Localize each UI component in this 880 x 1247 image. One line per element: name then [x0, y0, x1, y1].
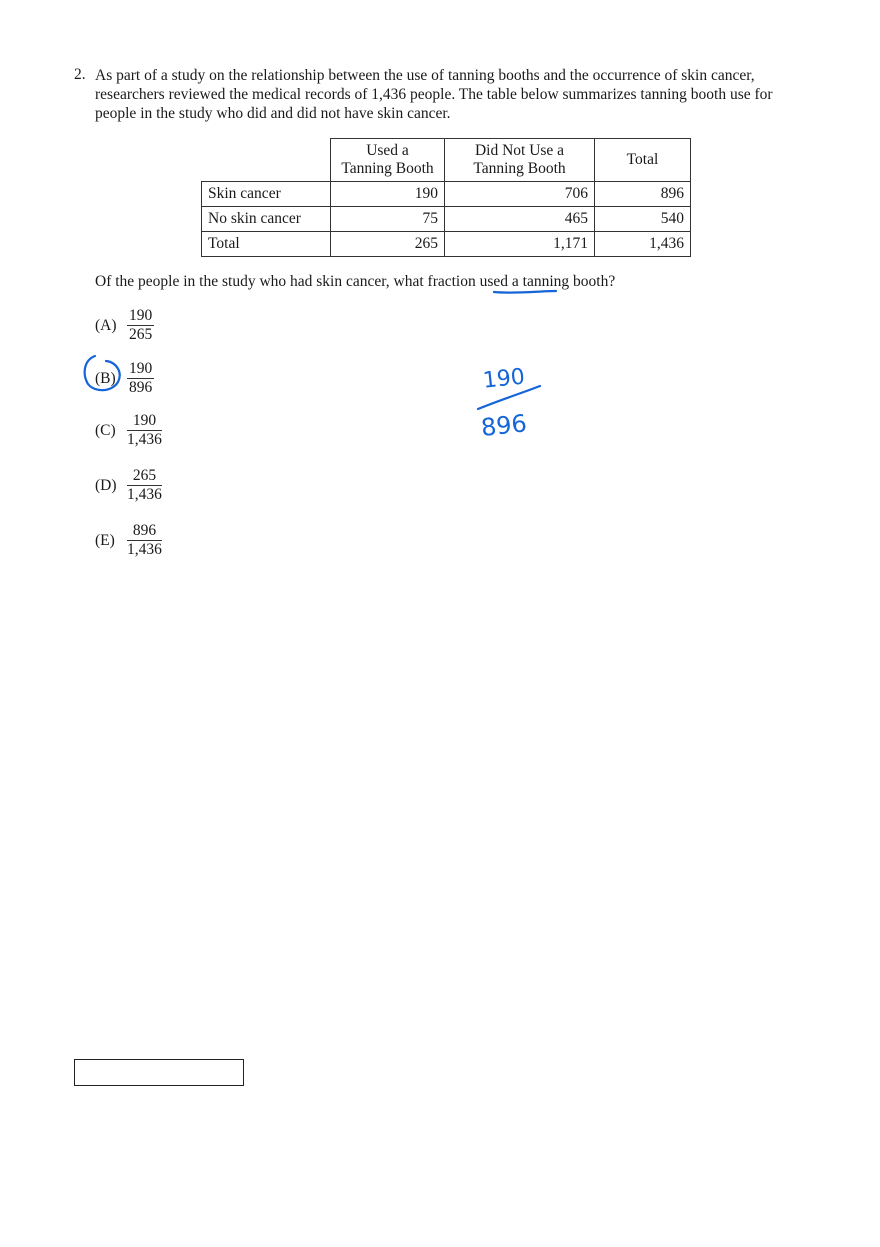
fraction-denominator: 1,436 — [127, 486, 162, 503]
table-header-row — [202, 139, 691, 182]
table-row — [202, 182, 691, 207]
fraction-numerator: 265 — [127, 467, 162, 486]
fraction-numerator: 190 — [129, 360, 153, 377]
question-prompt: Of the people in the study who had skin cancer, what fraction used a tanning booth? — [95, 273, 616, 290]
choice-fraction — [127, 467, 162, 504]
data-table — [201, 138, 691, 257]
choice-letter: (B) — [95, 370, 116, 387]
choice-fraction — [127, 307, 154, 344]
table-cell: 1,436 — [595, 232, 691, 257]
fraction-denominator: 1,436 — [127, 541, 162, 558]
fraction-denominator: 896 — [129, 379, 153, 396]
choice-letter: (E) — [95, 532, 115, 549]
table-header-cell: Used a Tanning Booth — [331, 139, 445, 182]
choice-letter: (A) — [95, 317, 117, 334]
row-label: Skin cancer — [202, 182, 331, 207]
table-cell: 465 — [445, 207, 595, 232]
underline-stroke — [494, 291, 556, 293]
fraction-numerator: 896 — [127, 522, 162, 541]
handwritten-numerator: 190 — [481, 364, 527, 394]
table-cell: 75 — [331, 207, 445, 232]
question-number: 2. — [74, 66, 86, 83]
table-cell: 190 — [331, 182, 445, 207]
table-cell: 706 — [445, 182, 595, 207]
table-cell: 1,171 — [445, 232, 595, 257]
table-corner-cell — [202, 139, 331, 182]
fraction-numerator: 190 — [127, 412, 162, 431]
handwritten-denominator: 896 — [479, 409, 529, 442]
table-cell: 540 — [595, 207, 691, 232]
answer-box[interactable] — [74, 1059, 244, 1086]
table-header-cell: Total — [595, 139, 691, 182]
choice-fraction — [127, 412, 162, 449]
table-header-cell: Did Not Use a Tanning Booth — [445, 139, 595, 182]
fraction-denominator: 265 — [129, 326, 153, 343]
choice-letter: (C) — [95, 422, 116, 439]
row-label: No skin cancer — [202, 207, 331, 232]
choice-letter: (D) — [95, 477, 117, 494]
table-cell: 265 — [331, 232, 445, 257]
choice-fraction — [127, 522, 162, 559]
choice-fraction — [127, 360, 154, 397]
fraction-bar-stroke — [478, 386, 540, 409]
table-row — [202, 207, 691, 232]
question-stem: As part of a study on the relationship between the use of tanning booths and the occurrence of skin cancer, researchers reviewed the medical records of 1,436 people. The table below summarizes tanning booth use for people in the study who did and did not have skin cancer. — [95, 67, 773, 122]
table-cell: 896 — [595, 182, 691, 207]
fraction-denominator: 1,436 — [127, 431, 162, 448]
table-row — [202, 232, 691, 257]
fraction-numerator: 190 — [129, 307, 153, 324]
row-label: Total — [202, 232, 331, 257]
